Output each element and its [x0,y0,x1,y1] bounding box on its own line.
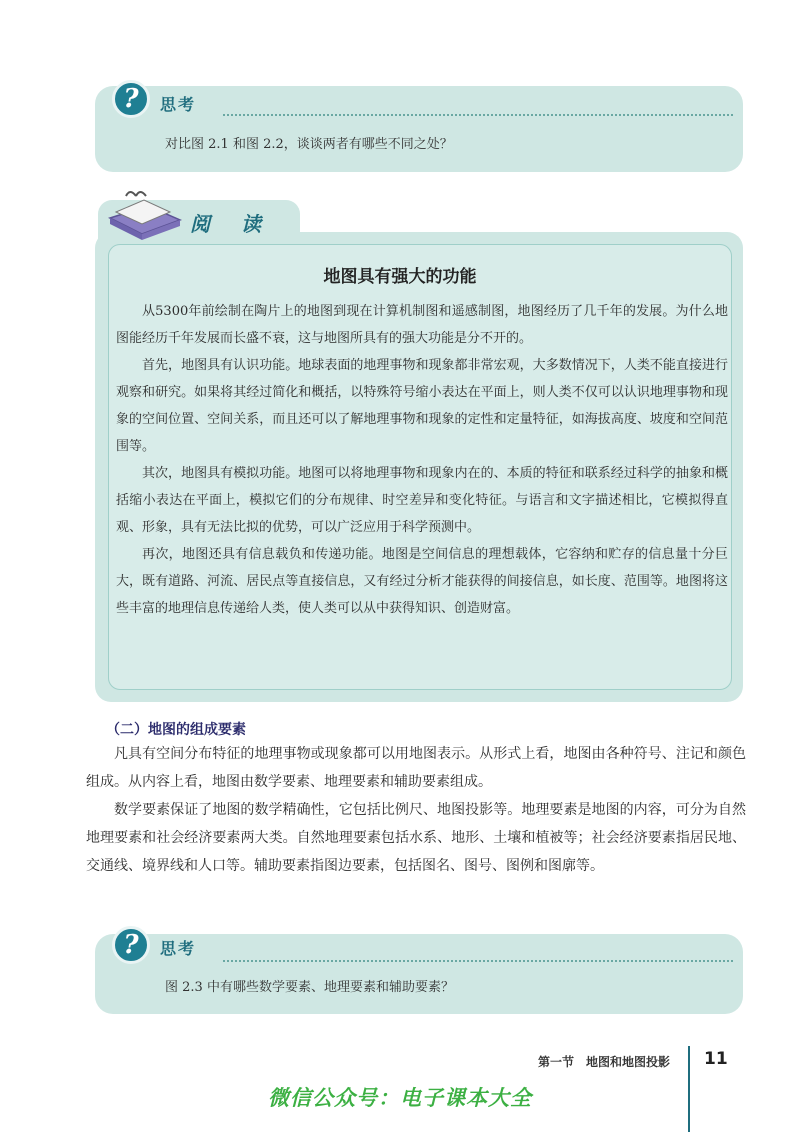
open-book-icon [104,188,184,244]
think-question: 对比图 2.1 和图 2.2，谈谈两者有哪些不同之处？ [165,137,453,152]
section-body [86,740,746,880]
article-title: 地图具有强大的功能 [323,267,477,287]
page-number: 11 [704,1049,728,1069]
question-mark-icon: ? [112,926,150,964]
dotted-divider [223,960,733,962]
dotted-divider [223,114,733,116]
section-paragraph: 凡具有空间分布特征的地理事物或现象都可以用地图表示。从形式上看，地图由各种符号、注记和颜色组成。从内容上看，地图由数学要素、地理要素和辅助要素组成。 [86,746,746,790]
think-question: 图 2.3 中有哪些数学要素、地理要素和辅助要素？ [165,980,454,995]
reading-tab-label: 阅 读 [190,212,273,236]
article-paragraph: 再次，地图还具有信息载负和传递功能。地图是空间信息的理想载体，它容纳和贮存的信息量十分巨大，既有道路、河流、居民点等直接信息，又有经过分析才能获得的间接信息，如长度、范围等。地图将这些丰富的地理信息传递给人类，使人类可以从中获得知识、创造财富。 [116,547,728,616]
article-paragraph: 其次，地图具有模拟功能。地图可以将地理事物和现象内在的、本质的特征和联系经过科学的抽象和概括缩小表达在平面上，模拟它们的分布规律、时空差异和变化特征。与语言和文字描述相比，它模拟得直观、形象，具有无法比拟的优势，可以广泛应用于科学预测中。 [116,466,728,535]
article-body [116,298,728,622]
think-box-title: 思考 [160,939,197,958]
watermark: 微信公众号：电子课本大全 [268,1086,532,1110]
question-mark-icon: ? [112,80,150,118]
footer-section-title: 第一节 地图和地图投影 [537,1055,670,1069]
section-paragraph: 数学要素保证了地图的数学精确性，它包括比例尺、地图投影等。地理要素是地图的内容，可分为自然地理要素和社会经济要素两大类。自然地理要素包括水系、地形、土壤和植被等；社会经济要素指居民地、交通线、境界线和人口等。辅助要素指图边要素，包括图名、图号、图例和图廓等。 [86,802,746,874]
section-heading: （二）地图的组成要素 [106,722,246,738]
article-paragraph: 首先，地图具有认识功能。地球表面的地理事物和现象都非常宏观，大多数情况下，人类不能直接进行观察和研究。如果将其经过简化和概括，以特殊符号缩小表达在平面上，则人类不仅可以认识地理事物和现象的空间位置、空间关系，而且还可以了解地理事物和现象的定性和定量特征，如海拔高度、坡度和空间范围等。 [116,358,728,454]
think-box-title: 思考 [160,95,197,114]
article-paragraph: 从5300年前绘制在陶片上的地图到现在计算机制图和遥感制图，地图经历了几千年的发展。为什么地图能经历千年发展而长盛不衰，这与地图所具有的强大功能是分不开的。 [116,304,728,346]
